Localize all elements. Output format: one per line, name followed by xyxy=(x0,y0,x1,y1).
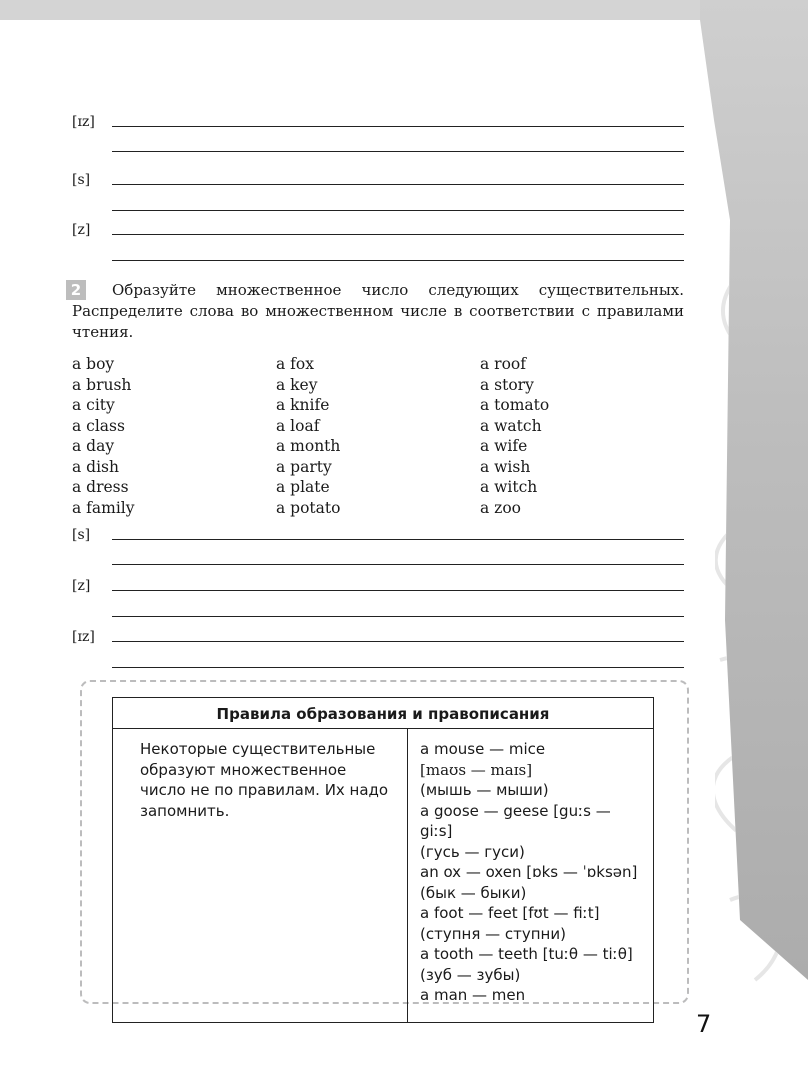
example-line: (зуб — зубы) xyxy=(420,965,521,984)
example-line: (мышь — мыши) xyxy=(420,781,549,799)
rules-examples xyxy=(408,729,654,1023)
rules-table xyxy=(112,697,654,1023)
phonetic-label-s-top: [s] xyxy=(72,172,91,188)
phonetic-label-z-bottom: [z] xyxy=(72,578,91,594)
word-item: a party xyxy=(276,457,332,476)
answer-line[interactable] xyxy=(112,564,684,565)
rules-description: Некоторые существительные образуют множественное число не по правилам. Их надо запомнить. xyxy=(113,729,408,1023)
word-item: a wife xyxy=(480,437,528,455)
word-item: a dish xyxy=(72,457,119,476)
word-item: a watch xyxy=(480,416,542,435)
word-column-3 xyxy=(480,354,549,518)
word-item: a month xyxy=(276,437,341,455)
example-line: an ox — oxen [ɒks — ˈɒksən] xyxy=(420,863,638,881)
word-item: a family xyxy=(72,498,135,517)
word-item: a story xyxy=(480,375,534,394)
word-item: a boy xyxy=(72,355,115,373)
word-item: a fox xyxy=(276,355,314,373)
example-line: (ступня — ступни) xyxy=(420,924,566,943)
page-number: 7 xyxy=(696,1010,712,1038)
word-item: a tomato xyxy=(480,396,550,414)
example-line: a goose — geese [guːs — giːs] xyxy=(420,801,611,840)
answer-line[interactable] xyxy=(112,616,684,617)
example-line: a mouse — mice xyxy=(420,740,546,758)
word-item: a city xyxy=(72,396,115,414)
background-top xyxy=(0,0,808,20)
word-item: a roof xyxy=(480,355,526,373)
task-number-badge: 2 xyxy=(66,280,86,300)
example-line: (бык — быки) xyxy=(420,883,527,902)
example-line: a man — men xyxy=(420,986,526,1004)
example-line: (гусь — гуси) xyxy=(420,842,525,861)
word-item: a day xyxy=(72,437,115,455)
answer-line[interactable] xyxy=(112,539,684,540)
word-column-1 xyxy=(72,354,135,518)
word-item: a witch xyxy=(480,478,538,496)
word-item: a loaf xyxy=(276,416,320,435)
word-item: a key xyxy=(276,375,318,394)
example-line: a foot — feet [fʊt — fiːt] xyxy=(420,904,600,922)
answer-line[interactable] xyxy=(112,590,684,591)
answer-line[interactable] xyxy=(112,126,684,127)
phonetic-label-z-top: [z] xyxy=(72,222,91,238)
word-item: a plate xyxy=(276,478,330,496)
word-item: a brush xyxy=(72,375,132,394)
answer-line[interactable] xyxy=(112,641,684,642)
phonetic-label-iz-top: [ɪz] xyxy=(72,114,95,130)
word-item: a class xyxy=(72,416,125,435)
rules-title: Правила образования и правописания xyxy=(113,698,654,729)
word-item: a dress xyxy=(72,478,129,496)
answer-line[interactable] xyxy=(112,260,684,261)
example-line: [maʊs — maɪs] xyxy=(420,760,533,779)
answer-line[interactable] xyxy=(112,667,684,668)
phonetic-label-s-bottom: [s] xyxy=(72,527,91,543)
answer-line[interactable] xyxy=(112,210,684,211)
word-item: a potato xyxy=(276,498,341,517)
answer-line[interactable] xyxy=(112,151,684,152)
example-line: a tooth — teeth [tuːθ — tiːθ] xyxy=(420,945,633,963)
task-instructions xyxy=(72,280,684,343)
phonetic-label-iz-bottom: [ɪz] xyxy=(72,629,95,645)
word-item: a wish xyxy=(480,457,531,476)
word-item: a zoo xyxy=(480,498,521,517)
task-text: Образуйте множественное число следующих существительных. Распределите слова во множественном числе в соответствии с правилами чтения. xyxy=(72,281,684,341)
answer-line[interactable] xyxy=(112,234,684,235)
word-item: a knife xyxy=(276,396,330,414)
word-column-2 xyxy=(276,354,340,518)
answer-line[interactable] xyxy=(112,184,684,185)
